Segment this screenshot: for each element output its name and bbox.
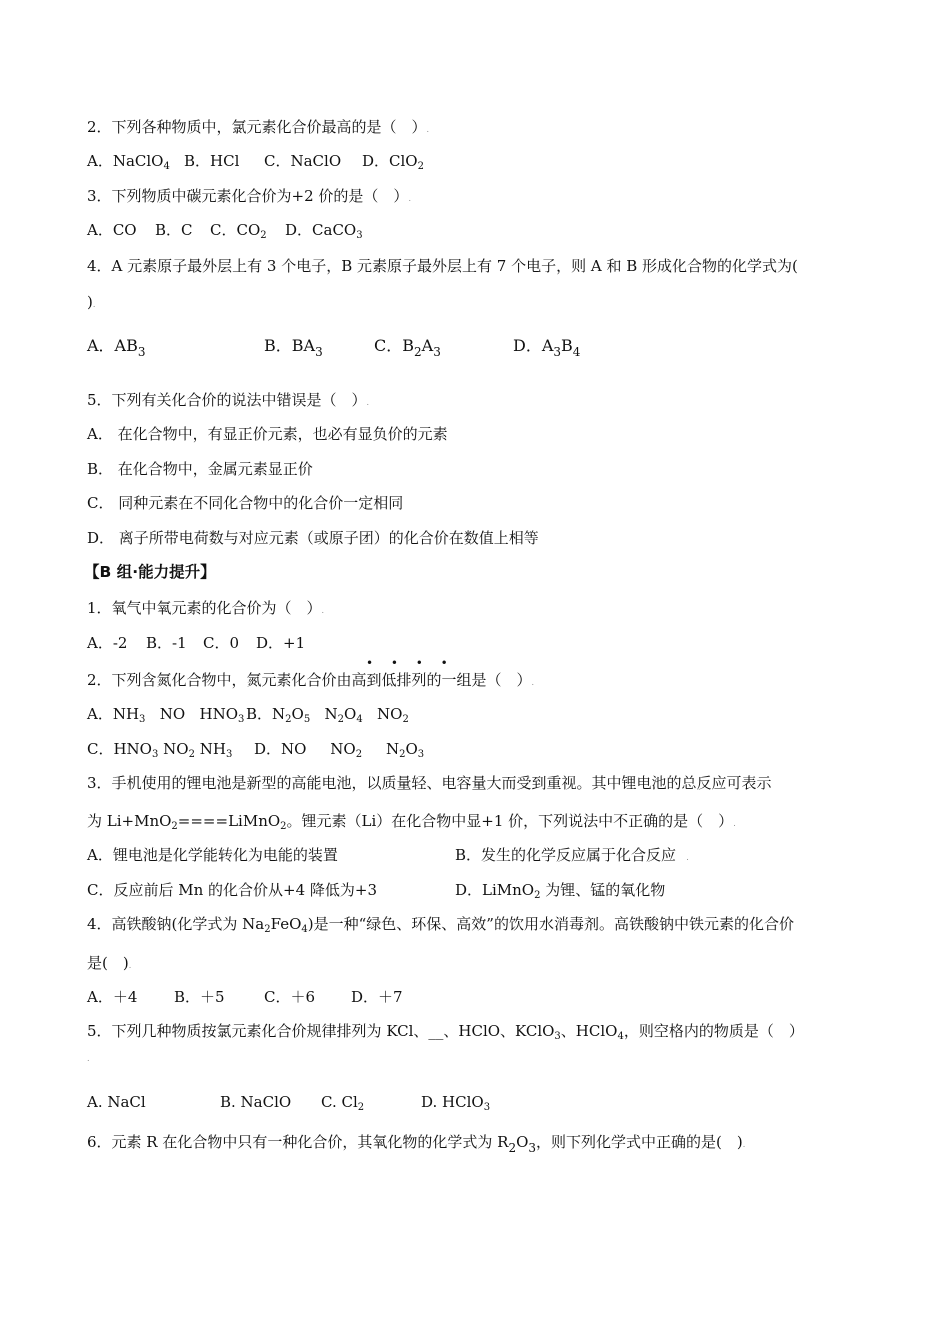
question-b1-option-a: A．-2 bbox=[87, 634, 128, 652]
question-b4-option-d: D．＋7 bbox=[351, 988, 403, 1006]
emphasis-dots: • • • • bbox=[366, 656, 455, 670]
question-a5-option-d: D． 离子所带电荷数与对应元素（或原子团）的化合价在数值上相等 bbox=[87, 529, 539, 547]
question-b5-option-d: D. HClO$_3$ bbox=[421, 1093, 491, 1113]
question-a5-option-a: A． 在化合物中，有显正价元素，也必有显负价的元素 bbox=[87, 425, 448, 443]
question-b4-stem: 4．高铁酸钠(化学式为 $Na_2FeO_4$)是一种“绿色、环保、高效”的饮用水消毒剂。高铁酸钠中铁元素的化合价 bbox=[87, 915, 794, 935]
question-a3-option-b: B．C bbox=[155, 221, 193, 239]
question-b3-stem: 3．手机使用的锂电池是新型的高能电池，以质量轻、电容量大而受到重视。其中锂电池的总反应可表示 bbox=[87, 774, 772, 792]
question-a3-stem: 3．下列物质中碳元素化合价为+2 价的是（ ）. bbox=[87, 187, 411, 205]
question-a4-option-d: D．$A_3B_4$ bbox=[513, 336, 581, 359]
question-a5-stem: 5．下列有关化合价的说法中错误是（ ）. bbox=[87, 391, 370, 409]
question-a5-option-b: B． 在化合物中，金属元素显正价 bbox=[87, 460, 313, 478]
question-a2-stem: 2．下列各种物质中，氯元素化合价最高的是（ ）. bbox=[87, 118, 430, 136]
question-b2-option-b: B．$N_2O_5$ $N_2O_4$ $NO_2$ bbox=[246, 705, 409, 725]
question-a4-option-b: B．$BA_3$ bbox=[264, 336, 323, 359]
question-b2-option-a: A．$NH_3$ NO $HNO_3$ bbox=[87, 705, 245, 725]
question-b2-option-d: D．NO $NO_2$ $N_2O_3$ bbox=[254, 740, 425, 760]
question-a3-option-a: A．CO bbox=[87, 221, 137, 239]
question-b5-marker: . bbox=[87, 1054, 90, 1063]
question-a2-option-b: B．HCl bbox=[184, 152, 240, 170]
question-b5-option-c: C. $Cl_2$ bbox=[321, 1093, 365, 1113]
question-b3-option-a: A．锂电池是化学能转化为电能的装置 bbox=[87, 846, 338, 864]
question-b3-stem-line2: 为 Li+MnO$_2$====LiMnO$_2$。锂元素（Li）在化合物中显+1 价，下列说法中不正确的是（ ）. bbox=[87, 812, 736, 832]
question-a2-option-c: C．NaClO bbox=[264, 152, 342, 170]
question-a4-option-c: C．$B_2A_3$ bbox=[374, 336, 441, 359]
question-b5-option-a: A. NaCl bbox=[87, 1093, 146, 1111]
question-a5-option-c: C． 同种元素在不同化合物中的化合价一定相同 bbox=[87, 494, 404, 512]
question-a3-option-d: D．CaCO$_3$ bbox=[285, 221, 363, 241]
question-b3-option-c: C．反应前后 Mn 的化合价从+4 降低为+3 bbox=[87, 881, 378, 899]
question-b5-option-b: B. NaClO bbox=[220, 1093, 292, 1111]
question-b4-stem-end: 是( ). bbox=[87, 954, 132, 972]
question-a4-stem-end: ). bbox=[87, 293, 96, 311]
question-b2-option-c: C．$HNO_3$ $NO_2$ $NH_3$ bbox=[87, 740, 233, 760]
question-b4-option-a: A．＋4 bbox=[87, 988, 138, 1006]
question-b1-option-d: D．+1 bbox=[256, 634, 306, 652]
question-a2-option-d: D．ClO$_2$ bbox=[362, 152, 424, 172]
question-b5-stem: 5．下列几种物质按氯元素化合价规律排列为 KCl、__、HClO、KClO$_3$、HClO$_4$，则空格内的物质是（ ） bbox=[87, 1022, 804, 1042]
question-b4-option-b: B．＋5 bbox=[174, 988, 225, 1006]
question-a2-option-a: A．NaClO$_4$ bbox=[87, 152, 170, 172]
question-a4-stem: 4．A 元素原子最外层上有 3 个电子，B 元素原子最外层上有 7 个电子，则 A 和 B 形成化合物的化学式为( bbox=[87, 257, 798, 275]
question-b6-stem: 6．元素 R 在化合物中只有一种化合价，其氧化物的化学式为 $R_2O_3$，则下列化学式中正确的是( ). bbox=[87, 1133, 746, 1155]
question-b1-option-b: B．-1 bbox=[146, 634, 187, 652]
section-b-heading: 【B 组·能力提升】 bbox=[84, 563, 216, 581]
question-b3-option-d: D．LiMnO$_2$ 为锂、锰的氧化物 bbox=[455, 881, 666, 901]
question-a4-option-a: A．$AB_3$ bbox=[87, 336, 146, 359]
question-b1-option-c: C．0 bbox=[203, 634, 240, 652]
question-b1-stem: 1．氧气中氧元素的化合价为（ ）. bbox=[87, 599, 325, 617]
question-b2-stem: 2．下列含氮化合物中，氮元素化合价由高到低排列的一组是（ ）. bbox=[87, 671, 535, 689]
question-b3-option-b: B．发生的化学反应属于化合反应 . bbox=[455, 846, 689, 864]
question-a3-option-c: C．$CO_2$ bbox=[210, 221, 267, 241]
question-b4-option-c: C．＋6 bbox=[264, 988, 316, 1006]
